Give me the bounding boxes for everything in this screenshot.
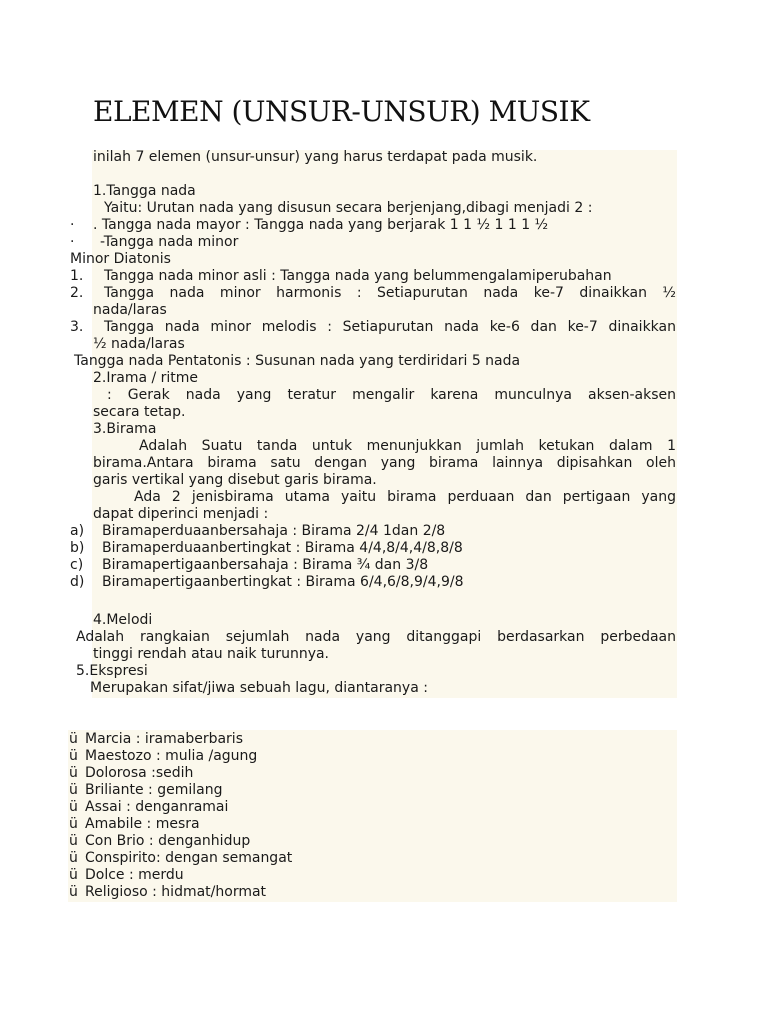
birama-text: birama.Antara birama satu dengan yang birama lainnya dipisahkan oleh bbox=[93, 455, 676, 471]
list-item: Biramaperduaanbersahaja : Birama 2/4 1dan 2/8 bbox=[102, 523, 446, 539]
list-letter: d) bbox=[70, 574, 85, 590]
list-item: Biramapertigaanbersahaja : Birama ¾ dan 3/8 bbox=[102, 557, 429, 573]
melodi-text: Adalah rangkaian sejumlah nada yang ditanggapi berdasarkan perbedaan bbox=[76, 629, 676, 645]
pentatonis-text: Tangga nada Pentatonis : Susunan nada yang terdiridari 5 nada bbox=[74, 353, 521, 369]
list-number: 2. bbox=[70, 285, 84, 301]
page-title: ELEMEN (UNSUR-UNSUR) MUSIK bbox=[93, 95, 590, 128]
irama-line bbox=[107, 387, 676, 404]
list-item bbox=[104, 319, 676, 336]
list-item: Tangga nada minor asli : Tangga nada yang belummengalamiperubahan bbox=[104, 268, 612, 284]
ekspresi-heading: 5.Ekspresi bbox=[76, 663, 148, 679]
minor-diatonis: Minor Diatonis bbox=[70, 251, 171, 267]
check-marker: ü bbox=[69, 765, 78, 781]
list-item: Amabile : mesra bbox=[85, 816, 200, 832]
list-number: 1. bbox=[70, 268, 84, 284]
birama-line bbox=[139, 438, 676, 455]
irama-line-cont: secara tetap. bbox=[93, 404, 186, 420]
list-item: Con Brio : denganhidup bbox=[85, 833, 251, 849]
bullet-marker: · bbox=[70, 217, 75, 233]
intro-text: inilah 7 elemen (unsur-unsur) yang harus terdapat pada musik. bbox=[93, 149, 538, 165]
tangga-definition: Yaitu: Urutan nada yang disusun secara berjenjang,dibagi menjadi 2 : bbox=[104, 200, 593, 216]
birama-line: garis vertikal yang disebut garis birama. bbox=[93, 472, 377, 488]
birama-text: Adalah Suatu tanda untuk menunjukkan jumlah ketukan dalam 1 bbox=[139, 438, 676, 454]
birama-heading: 3.Birama bbox=[93, 421, 157, 437]
melodi-heading: 4.Melodi bbox=[93, 612, 153, 628]
tangga-mayor: . Tangga nada mayor : Tangga nada yang berjarak 1 1 ½ 1 1 1 ½ bbox=[93, 217, 549, 233]
ekspresi-line: Merupakan sifat/jiwa sebuah lagu, diantaranya : bbox=[90, 680, 428, 696]
birama-line bbox=[93, 455, 676, 472]
check-marker: ü bbox=[69, 850, 78, 866]
list-letter: a) bbox=[70, 523, 85, 539]
check-marker: ü bbox=[69, 884, 78, 900]
tangga-minor: -Tangga nada minor bbox=[100, 234, 239, 250]
birama-text: Ada 2 jenisbirama utama yaitu birama perduaan dan pertigaan yang bbox=[134, 489, 676, 505]
list-item: Biramaperduaanbertingkat : Birama 4/4,8/4,4/8,8/8 bbox=[102, 540, 463, 556]
tangga-heading: 1.Tangga nada bbox=[93, 183, 196, 199]
list-letter: c) bbox=[70, 557, 84, 573]
bullet-marker: · bbox=[70, 234, 75, 250]
melodi-line bbox=[76, 629, 676, 646]
list-item: Maestozo : mulia /agung bbox=[85, 748, 258, 764]
list-item-text: Tangga nada minor harmonis : Setiapurutan nada ke-7 dinaikkan ½ bbox=[104, 285, 676, 301]
irama-text: : Gerak nada yang teratur mengalir karena munculnya aksen-aksen bbox=[107, 387, 676, 403]
list-letter: b) bbox=[70, 540, 85, 556]
list-item-text: Tangga nada minor melodis : Setiapurutan nada ke-6 dan ke-7 dinaikkan bbox=[104, 319, 676, 335]
check-marker: ü bbox=[69, 731, 78, 747]
melodi-line-cont: tinggi rendah atau naik turunnya. bbox=[93, 646, 330, 662]
birama-line bbox=[134, 489, 676, 506]
list-item-cont: nada/laras bbox=[93, 302, 167, 318]
list-item: Briliante : gemilang bbox=[85, 782, 223, 798]
check-marker: ü bbox=[69, 867, 78, 883]
irama-heading: 2.Irama / ritme bbox=[93, 370, 199, 386]
check-marker: ü bbox=[69, 833, 78, 849]
list-item bbox=[104, 285, 676, 302]
birama-line: dapat diperinci menjadi : bbox=[93, 506, 269, 522]
list-item: Assai : denganramai bbox=[85, 799, 229, 815]
list-item: Dolce : merdu bbox=[85, 867, 184, 883]
list-item: Conspirito: dengan semangat bbox=[85, 850, 293, 866]
check-marker: ü bbox=[69, 799, 78, 815]
check-marker: ü bbox=[69, 782, 78, 798]
list-number: 3. bbox=[70, 319, 84, 335]
list-item-cont: ½ nada/laras bbox=[93, 336, 185, 352]
check-marker: ü bbox=[69, 748, 78, 764]
list-item: Religioso : hidmat/hormat bbox=[85, 884, 267, 900]
list-item: Biramapertigaanbertingkat : Birama 6/4,6/8,9/4,9/8 bbox=[102, 574, 464, 590]
list-item: Marcia : iramaberbaris bbox=[85, 731, 243, 747]
check-marker: ü bbox=[69, 816, 78, 832]
list-item: Dolorosa :sedih bbox=[85, 765, 194, 781]
